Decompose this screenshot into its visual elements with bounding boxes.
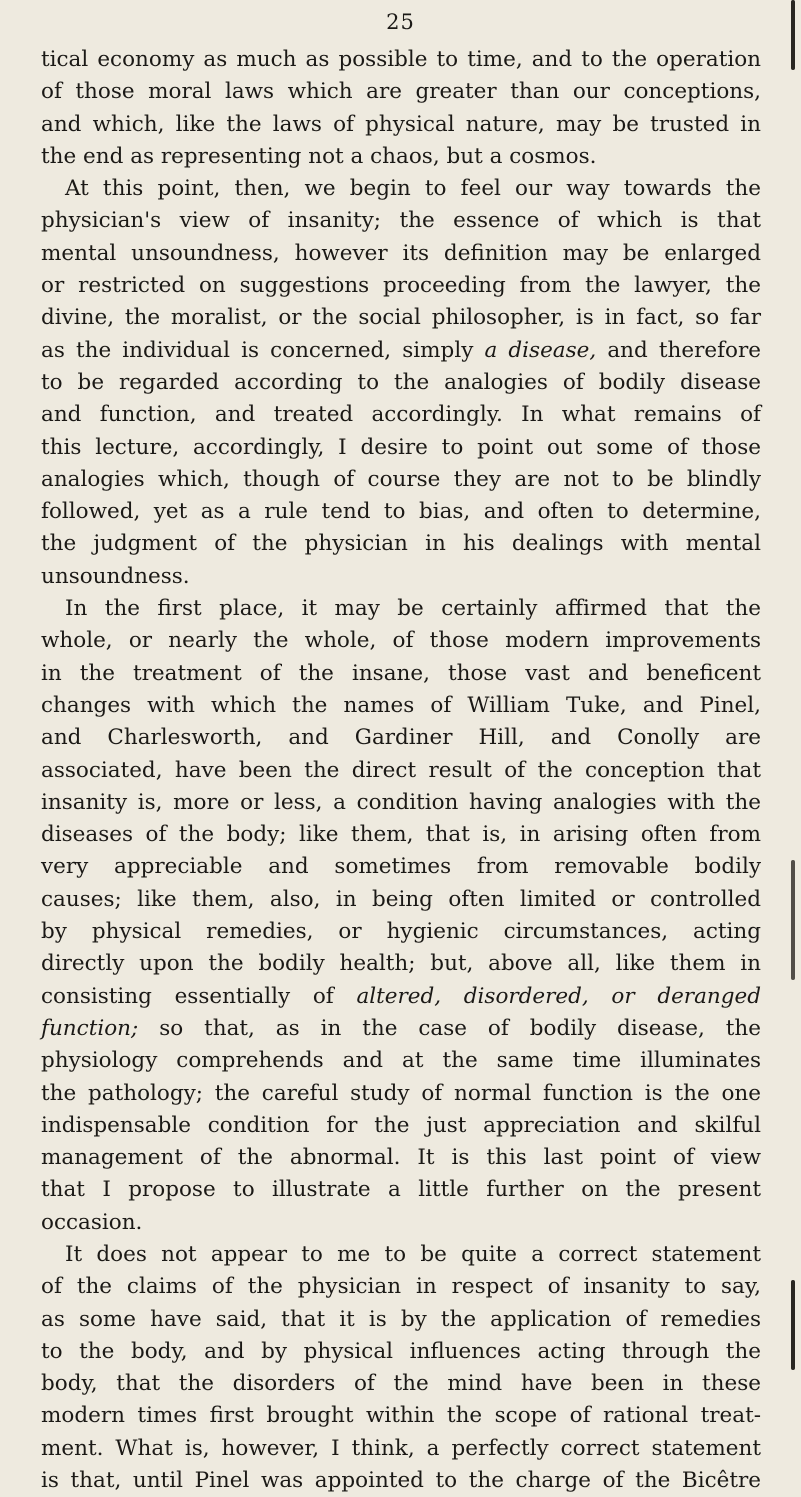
text-line: associated, have been the direct result of the conception that bbox=[41, 757, 761, 783]
text-line: causes; like them, also, in being often limited or controlled bbox=[41, 886, 761, 912]
text-line: very appreciable and sometimes from removable bodily bbox=[41, 854, 761, 880]
text-line: and function, and treated accordingly. In what remains of bbox=[41, 402, 761, 428]
text-line: management of the abnormal. It is this last point of view bbox=[41, 1145, 761, 1171]
text-line: or restricted on suggestions proceeding from the lawyer, the bbox=[41, 273, 761, 299]
text-line: the end as representing not a chaos, but a cosmos. bbox=[41, 143, 597, 169]
text-segment: so that, as in the case of bodily disease, the bbox=[159, 1015, 761, 1041]
italic-emphasis: altered, disordered, or deranged bbox=[356, 983, 761, 1009]
text-line: tical economy as much as possible to time, and to the operation bbox=[41, 47, 761, 72]
text-line: whole, or nearly the whole, of those modern improvements bbox=[41, 628, 761, 654]
text-segment: and therefore bbox=[607, 337, 761, 363]
text-line: and Charlesworth, and Gardiner Hill, and Conolly are bbox=[41, 725, 761, 751]
page-edge-shadow bbox=[791, 860, 795, 980]
body-text bbox=[41, 44, 761, 1497]
text-line: physician's view of insanity; the essence of which is that bbox=[41, 208, 761, 234]
text-line: physiology comprehends and at the same time illuminates bbox=[41, 1048, 761, 1074]
text-line: changes with which the names of William Tuke, and Pinel, bbox=[41, 692, 761, 718]
text-line: by physical remedies, or hygienic circumstances, acting bbox=[41, 919, 761, 945]
text-line: this lecture, accordingly, I desire to point out some of those bbox=[41, 434, 761, 460]
text-line bbox=[41, 335, 761, 367]
text-line: directly upon the bodily health; but, above all, like them in bbox=[41, 951, 761, 977]
text-line: of those moral laws which are greater than our conceptions, bbox=[41, 79, 761, 105]
italic-emphasis: function; bbox=[41, 1015, 139, 1041]
text-line: as some have said, that it is by the application of remedies bbox=[41, 1306, 761, 1332]
text-line: insanity is, more or less, a condition having analogies with the bbox=[41, 789, 761, 815]
text-line: In the first place, it may be certainly affirmed that the bbox=[65, 596, 761, 622]
text-line: followed, yet as a rule tend to bias, and often to determine, bbox=[41, 499, 761, 525]
text-line: body, that the disorders of the mind have been in these bbox=[41, 1371, 761, 1397]
text-line: modern times first brought within the scope of rational treat- bbox=[41, 1403, 761, 1429]
text-line bbox=[41, 981, 761, 1013]
page-edge-shadow bbox=[791, 0, 795, 70]
text-line: unsoundness. bbox=[41, 563, 190, 589]
text-line: and which, like the laws of physical nature, may be trusted in bbox=[41, 111, 761, 137]
text-line: that I propose to illustrate a little further on the present bbox=[41, 1177, 761, 1203]
text-line: At this point, then, we begin to feel our way towards the bbox=[65, 176, 761, 202]
text-line: ment. What is, however, I think, a perfectly correct statement bbox=[41, 1435, 761, 1461]
text-line: mental unsoundness, however its definition may be enlarged bbox=[41, 240, 761, 266]
italic-emphasis: a disease, bbox=[484, 337, 597, 363]
text-line: of the claims of the physician in respect of insanity to say, bbox=[41, 1274, 761, 1300]
text-line: to the body, and by physical influences acting through the bbox=[41, 1338, 761, 1364]
page-number: 25 bbox=[386, 10, 415, 34]
text-line: is that, until Pinel was appointed to the charge of the Bicêtre bbox=[41, 1468, 761, 1494]
text-segment: consisting essentially of bbox=[41, 983, 334, 1009]
text-segment: as the individual is concerned, simply bbox=[41, 337, 474, 363]
text-line: occasion. bbox=[41, 1209, 143, 1235]
text-line: It does not appear to me to be quite a correct statement bbox=[65, 1241, 761, 1267]
text-line: to be regarded according to the analogies of bodily disease bbox=[41, 369, 761, 395]
text-line: analogies which, though of course they are not to be blindly bbox=[41, 466, 761, 492]
text-line: the pathology; the careful study of normal function is the one bbox=[41, 1080, 761, 1106]
text-line bbox=[41, 1013, 761, 1045]
text-line: diseases of the body; like them, that is, in arising often from bbox=[41, 822, 761, 848]
text-line: divine, the moralist, or the social philosopher, is in fact, so far bbox=[41, 305, 761, 331]
page-edge-shadow bbox=[791, 1280, 795, 1370]
text-line: indispensable condition for the just appreciation and skilful bbox=[41, 1112, 761, 1138]
text-line: the judgment of the physician in his dealings with mental bbox=[41, 531, 761, 557]
text-line: in the treatment of the insane, those vast and beneficent bbox=[41, 660, 761, 686]
